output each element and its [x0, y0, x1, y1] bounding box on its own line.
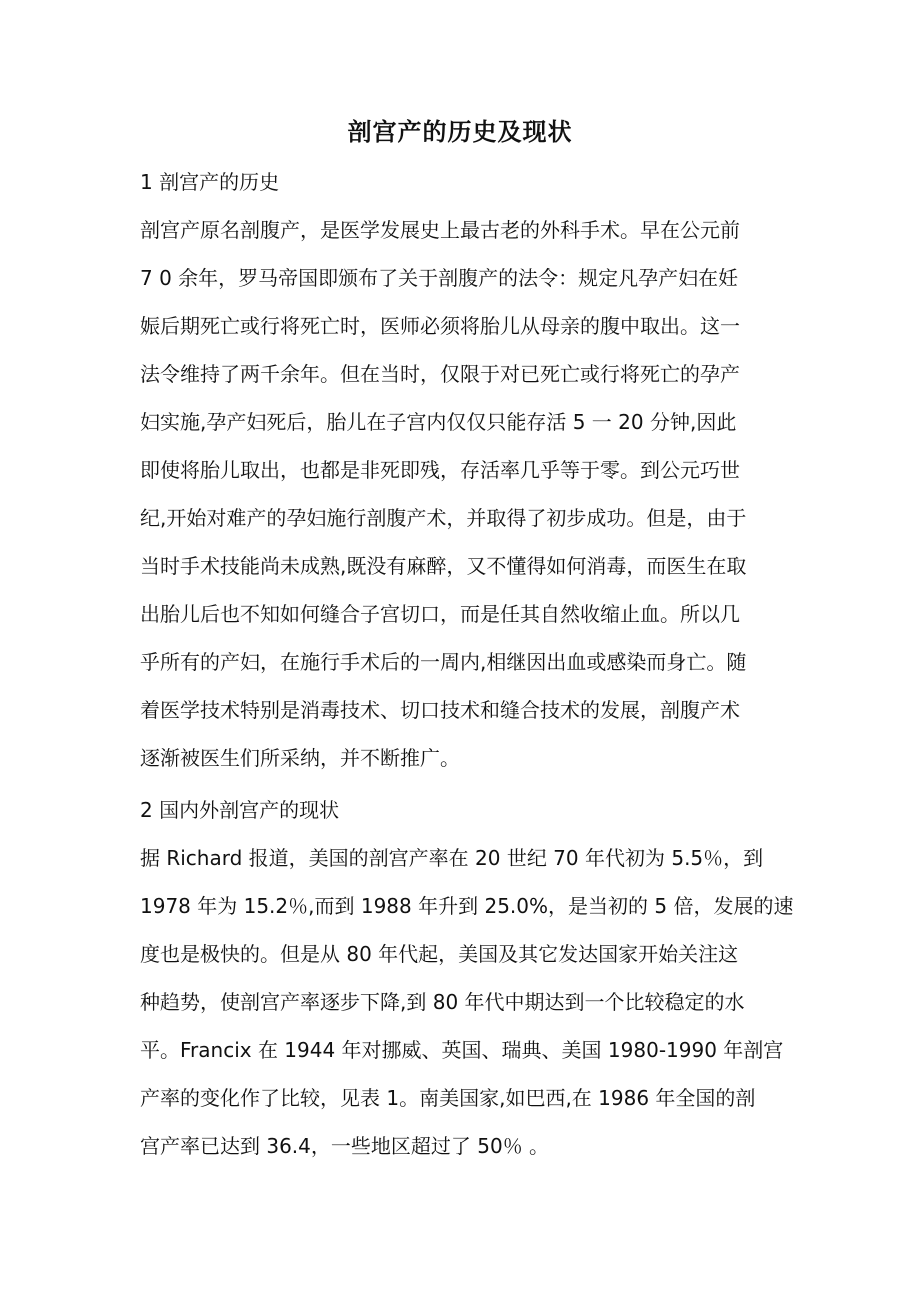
- paragraph-line: 乎所有的产妇，在施行手术后的一周内,相继因出血或感染而身亡。随: [140, 650, 747, 674]
- paragraph-line: 产率的变化作了比较，见表 1。南美国家,如巴西,在 1986 年全国的剖: [140, 1086, 756, 1110]
- section-history: [140, 158, 800, 782]
- paragraph-line: 纪,开始对难产的孕妇施行剖腹产术，并取得了初步成功。但是，由于: [140, 506, 747, 530]
- paragraph-line: 娠后期死亡或行将死亡时，医师必须将胎儿从母亲的腹中取出。这一: [140, 314, 740, 338]
- paragraph-line: 法令维持了两千余年。但在当时，仅限于对已死亡或行将死亡的孕产: [140, 362, 740, 386]
- section-heading: 1 剖宫产的历史: [140, 170, 280, 194]
- section-current-status: [140, 786, 800, 1170]
- paragraph-line: 妇实施,孕产妇死后，胎儿在子宫内仅仅只能存活 5 一 20 分钟,因此: [140, 410, 737, 434]
- paragraph-line: 即使将胎儿取出，也都是非死即残，存活率几乎等于零。到公元巧世: [140, 458, 740, 482]
- paragraph-line: 剖宫产原名剖腹产，是医学发展史上最古老的外科手术。早在公元前: [140, 218, 740, 242]
- paragraph-line: 据 Richard 报道，美国的剖宫产率在 20 世纪 70 年代初为 5.5％，到: [140, 846, 764, 870]
- paragraph-line: 当时手术技能尚未成熟,既没有麻醉，又不懂得如何消毒，而医生在取: [140, 554, 747, 578]
- paragraph-line: 平。Francix 在 1944 年对挪威、英国、瑞典、美国 1980-1990 年剖宫: [140, 1038, 784, 1062]
- paragraph-line: 宫产率已达到 36.4，一些地区超过了 50％ 。: [140, 1134, 550, 1158]
- section-heading: 2 国内外剖宫产的现状: [140, 798, 340, 822]
- paragraph-line: 出胎儿后也不知如何缝合子宫切口，而是任其自然收缩止血。所以几: [140, 602, 740, 626]
- paragraph-line: 7 0 余年，罗马帝国即颁布了关于剖腹产的法令：规定凡孕产妇在妊: [140, 266, 739, 290]
- paragraph-line: 度也是极快的。但是从 80 年代起，美国及其它发达国家开始关注这: [140, 942, 739, 966]
- paragraph-line: 1978 年为 15.2％,而到 1988 年升到 25.0%，是当初的 5 倍，发展的速: [140, 894, 794, 918]
- paragraph-line: 逐渐被医生们所采纳，并不断推广。: [140, 746, 460, 770]
- document-title: 剖宫产的历史及现状: [347, 118, 573, 146]
- paragraph-line: 种趋势，使剖宫产率逐步下降,到 80 年代中期达到一个比较稳定的水: [140, 990, 745, 1014]
- paragraph-line: 着医学技术特别是消毒技术、切口技术和缝合技术的发展，剖腹产术: [140, 698, 740, 722]
